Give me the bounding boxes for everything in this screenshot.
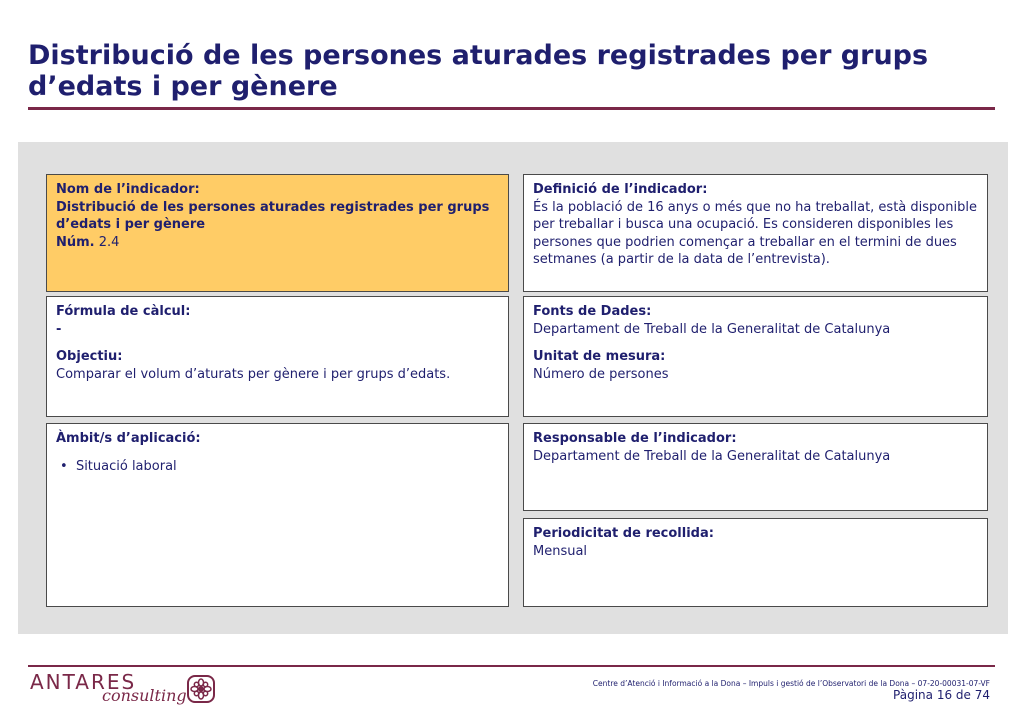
- logo-subtitle: consulting: [102, 686, 187, 705]
- indicator-name-label: Nom de l’indicador:: [56, 182, 200, 197]
- scope-label: Àmbit/s d’aplicació:: [56, 431, 201, 446]
- responsible-label: Responsable de l’indicador:: [533, 431, 737, 446]
- footer-divider: [28, 665, 995, 667]
- footer-project-text: Centre d’Atenció i Informació a la Dona – Impuls i gestió de l’Observatori de la Dona – 07-20-00031-07-VF: [592, 679, 990, 688]
- data-sources-label: Fonts de Dades:: [533, 304, 652, 319]
- formula-label: Fórmula de càlcul:: [56, 304, 191, 319]
- objective-label: Objectiu:: [56, 349, 123, 364]
- indicator-number-label: Núm.: [56, 234, 95, 250]
- scope-list-item: • Situació laboral: [60, 458, 177, 474]
- flower-seal-icon: [186, 674, 216, 704]
- page-title: Distribució de les persones aturades registrades per grups d’edats i per gènere: [28, 40, 929, 102]
- scope-card: [46, 423, 509, 607]
- objective-value: Comparar el volum d’aturats per gènere i per grups d’edats.: [56, 366, 451, 382]
- indicator-name-card: [46, 174, 509, 292]
- data-sources-card: [523, 296, 988, 417]
- frequency-value: Mensual: [533, 543, 588, 559]
- frequency-label: Periodicitat de recollida:: [533, 526, 714, 541]
- title-divider: [28, 107, 995, 110]
- frequency-card: [523, 518, 988, 607]
- page-number: Pàgina 16 de 74: [893, 688, 990, 702]
- indicator-name-value: Distribució de les persones aturades registrades per grups d’edats i per gènere: [56, 199, 490, 232]
- definition-card: [523, 174, 988, 292]
- responsible-value: Departament de Treball de la Generalitat de Catalunya: [533, 448, 891, 464]
- formula-card: [46, 296, 509, 417]
- data-sources-value: Departament de Treball de la Generalitat de Catalunya: [533, 321, 891, 337]
- unit-value: Número de persones: [533, 366, 669, 382]
- responsible-card: [523, 423, 988, 511]
- unit-label: Unitat de mesura:: [533, 349, 666, 364]
- indicator-number-row: [56, 234, 499, 252]
- definition-value: És la població de 16 anys o més que no ha treballat, està disponible per treballar i busca una ocupació. Es consideren disponibles les persones que podrien començar a treballar en el termini de dues setmanes (a partir de la data de l’entrevista).: [533, 199, 977, 267]
- logo-wordmark: ANTARES: [30, 670, 137, 694]
- indicator-number-value: 2.4: [98, 234, 120, 250]
- formula-value: -: [56, 321, 62, 337]
- definition-label: Definició de l’indicador:: [533, 182, 708, 197]
- scope-item-text: Situació laboral: [75, 458, 177, 474]
